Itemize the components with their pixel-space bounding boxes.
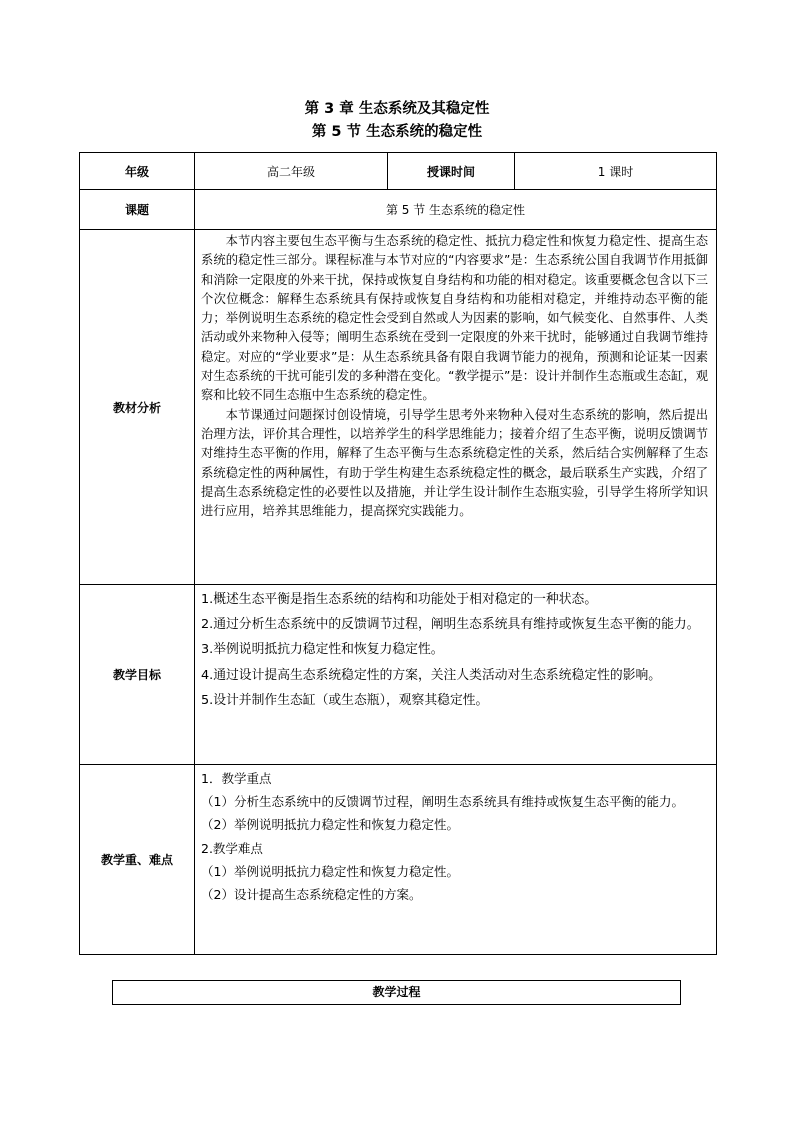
analysis-label: 教材分析: [80, 230, 195, 585]
focus-row: [80, 765, 717, 955]
goal-item: 3.举例说明抵抗力稳定性和恢复力稳定性。: [201, 642, 444, 658]
topic-value: 第 5 节 生态系统的稳定性: [195, 190, 717, 230]
teaching-process-header: 教学过程: [112, 980, 681, 1005]
topic-label: 课题: [80, 190, 195, 230]
grade-label: 年级: [80, 153, 195, 190]
topic-row: [80, 190, 717, 230]
goal-item: 4.通过设计提高生态系统稳定性的方案，关注人类活动对生态系统稳定性的影响。: [201, 667, 662, 683]
time-label: 授课时间: [388, 153, 515, 190]
goals-row: [80, 585, 717, 765]
goals-content: [195, 585, 717, 765]
goal-item: 2.通过分析生态系统中的反馈调节过程，阐明生态系统具有维持或恢复生态平衡的能力。: [201, 617, 700, 633]
analysis-row: [80, 230, 717, 585]
focus-label: 教学重、难点: [80, 765, 195, 955]
focus-line: （2）设计提高生态系统稳定性的方案。: [201, 887, 422, 903]
focus-line: 2.教学难点: [201, 840, 263, 856]
goal-item: 5.设计并制作生态缸（或生态瓶），观察其稳定性。: [201, 692, 489, 708]
analysis-content: [195, 230, 717, 585]
chapter-title: 第 3 章 生态系统及其稳定性: [304, 101, 490, 117]
focus-line: 1．教学重点: [201, 771, 272, 786]
focus-content: [195, 765, 717, 955]
grade-value: 高二年级: [195, 153, 388, 190]
focus-line: （1）举例说明抵抗力稳定性和恢复力稳定性。: [201, 863, 459, 879]
goal-item: 1.概述生态平衡是指生态系统的结构和功能处于相对稳定的一种状态。: [201, 592, 598, 607]
section-title: 第 5 节 生态系统的稳定性: [311, 124, 483, 140]
time-value: 1 课时: [515, 153, 717, 190]
analysis-paragraph-1: 本节内容主要包生态平衡与生态系统的稳定性、抵抗力稳定性和恢复力稳定性、提高生态系统的稳定性三部分。课程标准与本节对应的“内容要求”是：生态系统公国自我调节作用抵御和消除一定限度的外来干扰，保持或恢复自身结构和功能的相对稳定。该重要概念包含以下三个次位概念：解释生态系统具有保持或恢复自身结构和功能相对稳定，并维持动态平衡的能力；举例说明生态系统的稳定性会受到自然或人为因素的影响，如气候变化、自然事件、人类活动或外来物种入侵等；阐明生态系统在受到一定限度的外来干扰时，能够通过自我调节维持稳定。对应的“学业要求”是：从生态系统具备有限自我调节能力的视角，预测和论证某一因素对生态系统的干扰可能引发的多种潜在变化。“教学提示”是：设计并制作生态瓶或生态缸，观察和比较不同生态瓶中生态系统的稳定性。: [201, 234, 708, 403]
grade-row: [80, 153, 717, 190]
focus-line: （1）分析生态系统中的反馈调节过程，阐明生态系统具有维持或恢复生态平衡的能力。: [201, 794, 684, 810]
goals-label: 教学目标: [80, 585, 195, 765]
lesson-plan-table: [79, 152, 717, 955]
analysis-paragraph-2: 本节课通过问题探讨创设情境，引导学生思考外来物种入侵对生态系统的影响，然后提出治理方法，评价其合理性，以培养学生的科学思维能力；接着介绍了生态平衡，说明反馈调节对维持生态平衡的作用，解释了生态平衡与生态系统稳定性的关系，然后结合实例解释了生态系统稳定性的两种属性，有助于学生构建生态系统稳定性的概念，最后联系生产实践，介绍了提高生态系统稳定性的必要性以及措施，并让学生设计制作生态瓶实验，引导学生将所学知识进行应用，培养其思维能力，提高探究实践能力。: [201, 407, 708, 519]
focus-line: （2）举例说明抵抗力稳定性和恢复力稳定性。: [201, 817, 459, 833]
